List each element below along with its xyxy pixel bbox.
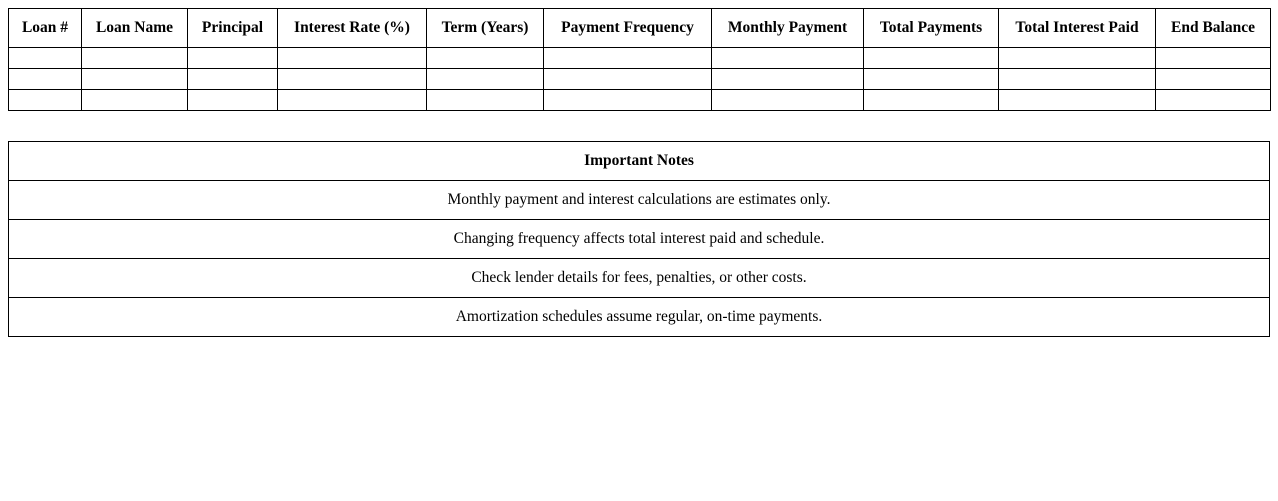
header-end-balance: End Balance [1156, 9, 1271, 48]
table-row [9, 48, 1271, 69]
table-cell[interactable] [712, 48, 864, 69]
table-cell[interactable] [82, 69, 188, 90]
table-cell[interactable] [999, 90, 1156, 111]
table-cell[interactable] [82, 90, 188, 111]
table-row [9, 69, 1271, 90]
table-cell[interactable] [9, 48, 82, 69]
notes-header-row [9, 142, 1270, 181]
header-monthly-payment: Monthly Payment [712, 9, 864, 48]
note-text: Amortization schedules assume regular, on-time payments. [9, 298, 1270, 337]
table-cell[interactable] [864, 48, 999, 69]
table-cell[interactable] [278, 48, 427, 69]
header-term: Term (Years) [427, 9, 544, 48]
note-row [9, 220, 1270, 259]
header-total-interest-paid: Total Interest Paid [999, 9, 1156, 48]
header-loan-number: Loan # [9, 9, 82, 48]
note-row [9, 181, 1270, 220]
table-cell[interactable] [999, 69, 1156, 90]
table-cell[interactable] [427, 90, 544, 111]
table-cell[interactable] [278, 90, 427, 111]
table-cell[interactable] [544, 90, 712, 111]
loan-table-header-row [9, 9, 1271, 48]
table-cell[interactable] [188, 69, 278, 90]
table-cell[interactable] [9, 69, 82, 90]
table-cell[interactable] [712, 69, 864, 90]
table-cell[interactable] [1156, 69, 1271, 90]
table-cell[interactable] [278, 69, 427, 90]
note-text: Monthly payment and interest calculations are estimates only. [9, 181, 1270, 220]
notes-title: Important Notes [9, 142, 1270, 181]
header-principal: Principal [188, 9, 278, 48]
table-row [9, 90, 1271, 111]
table-cell[interactable] [82, 48, 188, 69]
table-cell[interactable] [544, 48, 712, 69]
header-payment-frequency: Payment Frequency [544, 9, 712, 48]
note-text: Check lender details for fees, penalties, or other costs. [9, 259, 1270, 298]
table-cell[interactable] [427, 48, 544, 69]
note-text: Changing frequency affects total interest paid and schedule. [9, 220, 1270, 259]
header-interest-rate: Interest Rate (%) [278, 9, 427, 48]
table-cell[interactable] [9, 90, 82, 111]
header-total-payments: Total Payments [864, 9, 999, 48]
table-cell[interactable] [188, 90, 278, 111]
note-row [9, 259, 1270, 298]
table-cell[interactable] [999, 48, 1156, 69]
table-cell[interactable] [864, 90, 999, 111]
table-cell[interactable] [1156, 90, 1271, 111]
table-cell[interactable] [188, 48, 278, 69]
table-cell[interactable] [1156, 48, 1271, 69]
table-cell[interactable] [864, 69, 999, 90]
note-row [9, 298, 1270, 337]
notes-table [8, 141, 1270, 337]
header-loan-name: Loan Name [82, 9, 188, 48]
loan-table [8, 8, 1271, 111]
table-cell[interactable] [544, 69, 712, 90]
table-cell[interactable] [712, 90, 864, 111]
table-cell[interactable] [427, 69, 544, 90]
